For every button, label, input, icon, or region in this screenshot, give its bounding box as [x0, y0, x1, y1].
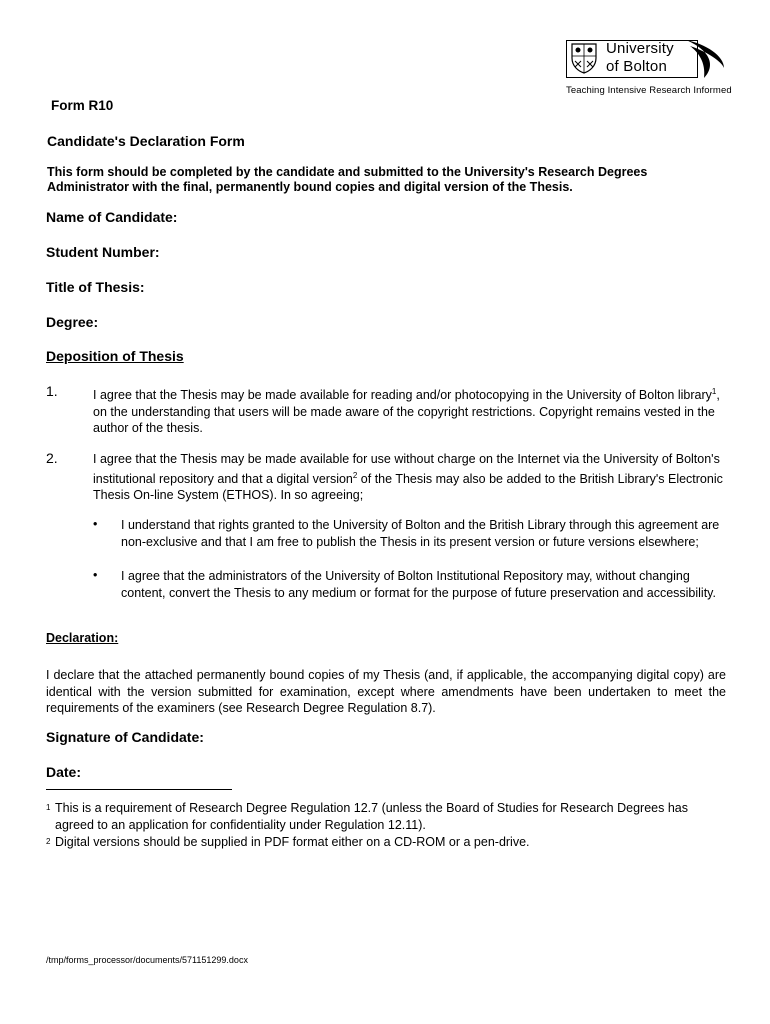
title-of-thesis-label: Title of Thesis:: [46, 279, 145, 295]
bullet-icon: •: [93, 517, 98, 531]
name-of-candidate-label: Name of Candidate:: [46, 209, 178, 225]
bullet-item: I agree that the administrators of the University of Bolton Institutional Repository may, without changing content, convert the Thesis to any medium or format for the purpose of future preservation and accessibility.: [121, 569, 716, 600]
deposition-item-1: I agree that the Thesis may be made available for reading and/or photocopying in the University of Bolton library$^1$, on the understanding that users will be made aware of the copyright restrictions. Copyright remains vested in the author of the thesis.: [93, 387, 720, 436]
declaration-text: I declare that the attached permanently bound copies of my Thesis (and, if applicable, the accompanying digital copy) are identical with the version submitted for examination, except where amendments have been undertaken to meet the requirements of the examiners (see Research Degree Regulation 8.7).: [46, 668, 726, 715]
deposition-item-2: I agree that the Thesis may be made available for use without charge on the Internet via the University of Bolton's institutional repository and that a digital version$^2$ of the Thesis may also be added to the British Library's Electronic Thesis On-line System (ETHOS). In so agreeing;: [93, 452, 723, 503]
bullet-icon: •: [93, 568, 98, 582]
swoosh-icon: [684, 38, 728, 82]
item-number-1: 1.: [46, 383, 58, 399]
degree-label: Degree:: [46, 314, 99, 330]
intro-text: This form should be completed by the candidate and submitted to the University's Research Degrees Administrator with the final, permanently bound copies and digital version of the Thesis.: [47, 165, 648, 194]
footnote-2: 2 Digital versions should be supplied in PDF format either on a CD-ROM or a pen-drive.: [46, 835, 530, 849]
item-number-2: 2.: [46, 450, 58, 466]
form-title: Candidate's Declaration Form: [47, 133, 245, 149]
footnote-divider: [46, 789, 232, 790]
signature-label: Signature of Candidate:: [46, 729, 204, 745]
logo-text-line2: of Bolton: [606, 58, 668, 75]
logo-tagline: Teaching Intensive Research Informed: [566, 85, 732, 96]
file-path: /tmp/forms_processor/documents/571151299.docx: [46, 955, 248, 965]
crest-icon: [569, 42, 599, 74]
university-logo: [566, 38, 728, 82]
footnote-ref-2: 2: [352, 470, 358, 480]
deposition-heading: Deposition of Thesis: [46, 348, 184, 364]
bullet-item: I understand that rights granted to the University of Bolton and the British Library through this agreement are non-exclusive and that I am free to publish the Thesis in its present version or future versions elsewhere;: [121, 518, 720, 549]
footnote-ref-1: 1: [711, 387, 717, 396]
form-number: Form R10: [51, 98, 114, 113]
footnote-1: 1 This is a requirement of Research Degree Regulation 12.7 (unless the Board of Studies for Research Degrees has agreed to an application for confidentiality under Regulation 12.11).: [46, 801, 688, 832]
date-label: Date:: [46, 764, 82, 780]
declaration-heading: Declaration:: [46, 631, 119, 645]
student-number-label: Student Number:: [46, 244, 160, 260]
logo-text-line1: University: [606, 40, 674, 57]
